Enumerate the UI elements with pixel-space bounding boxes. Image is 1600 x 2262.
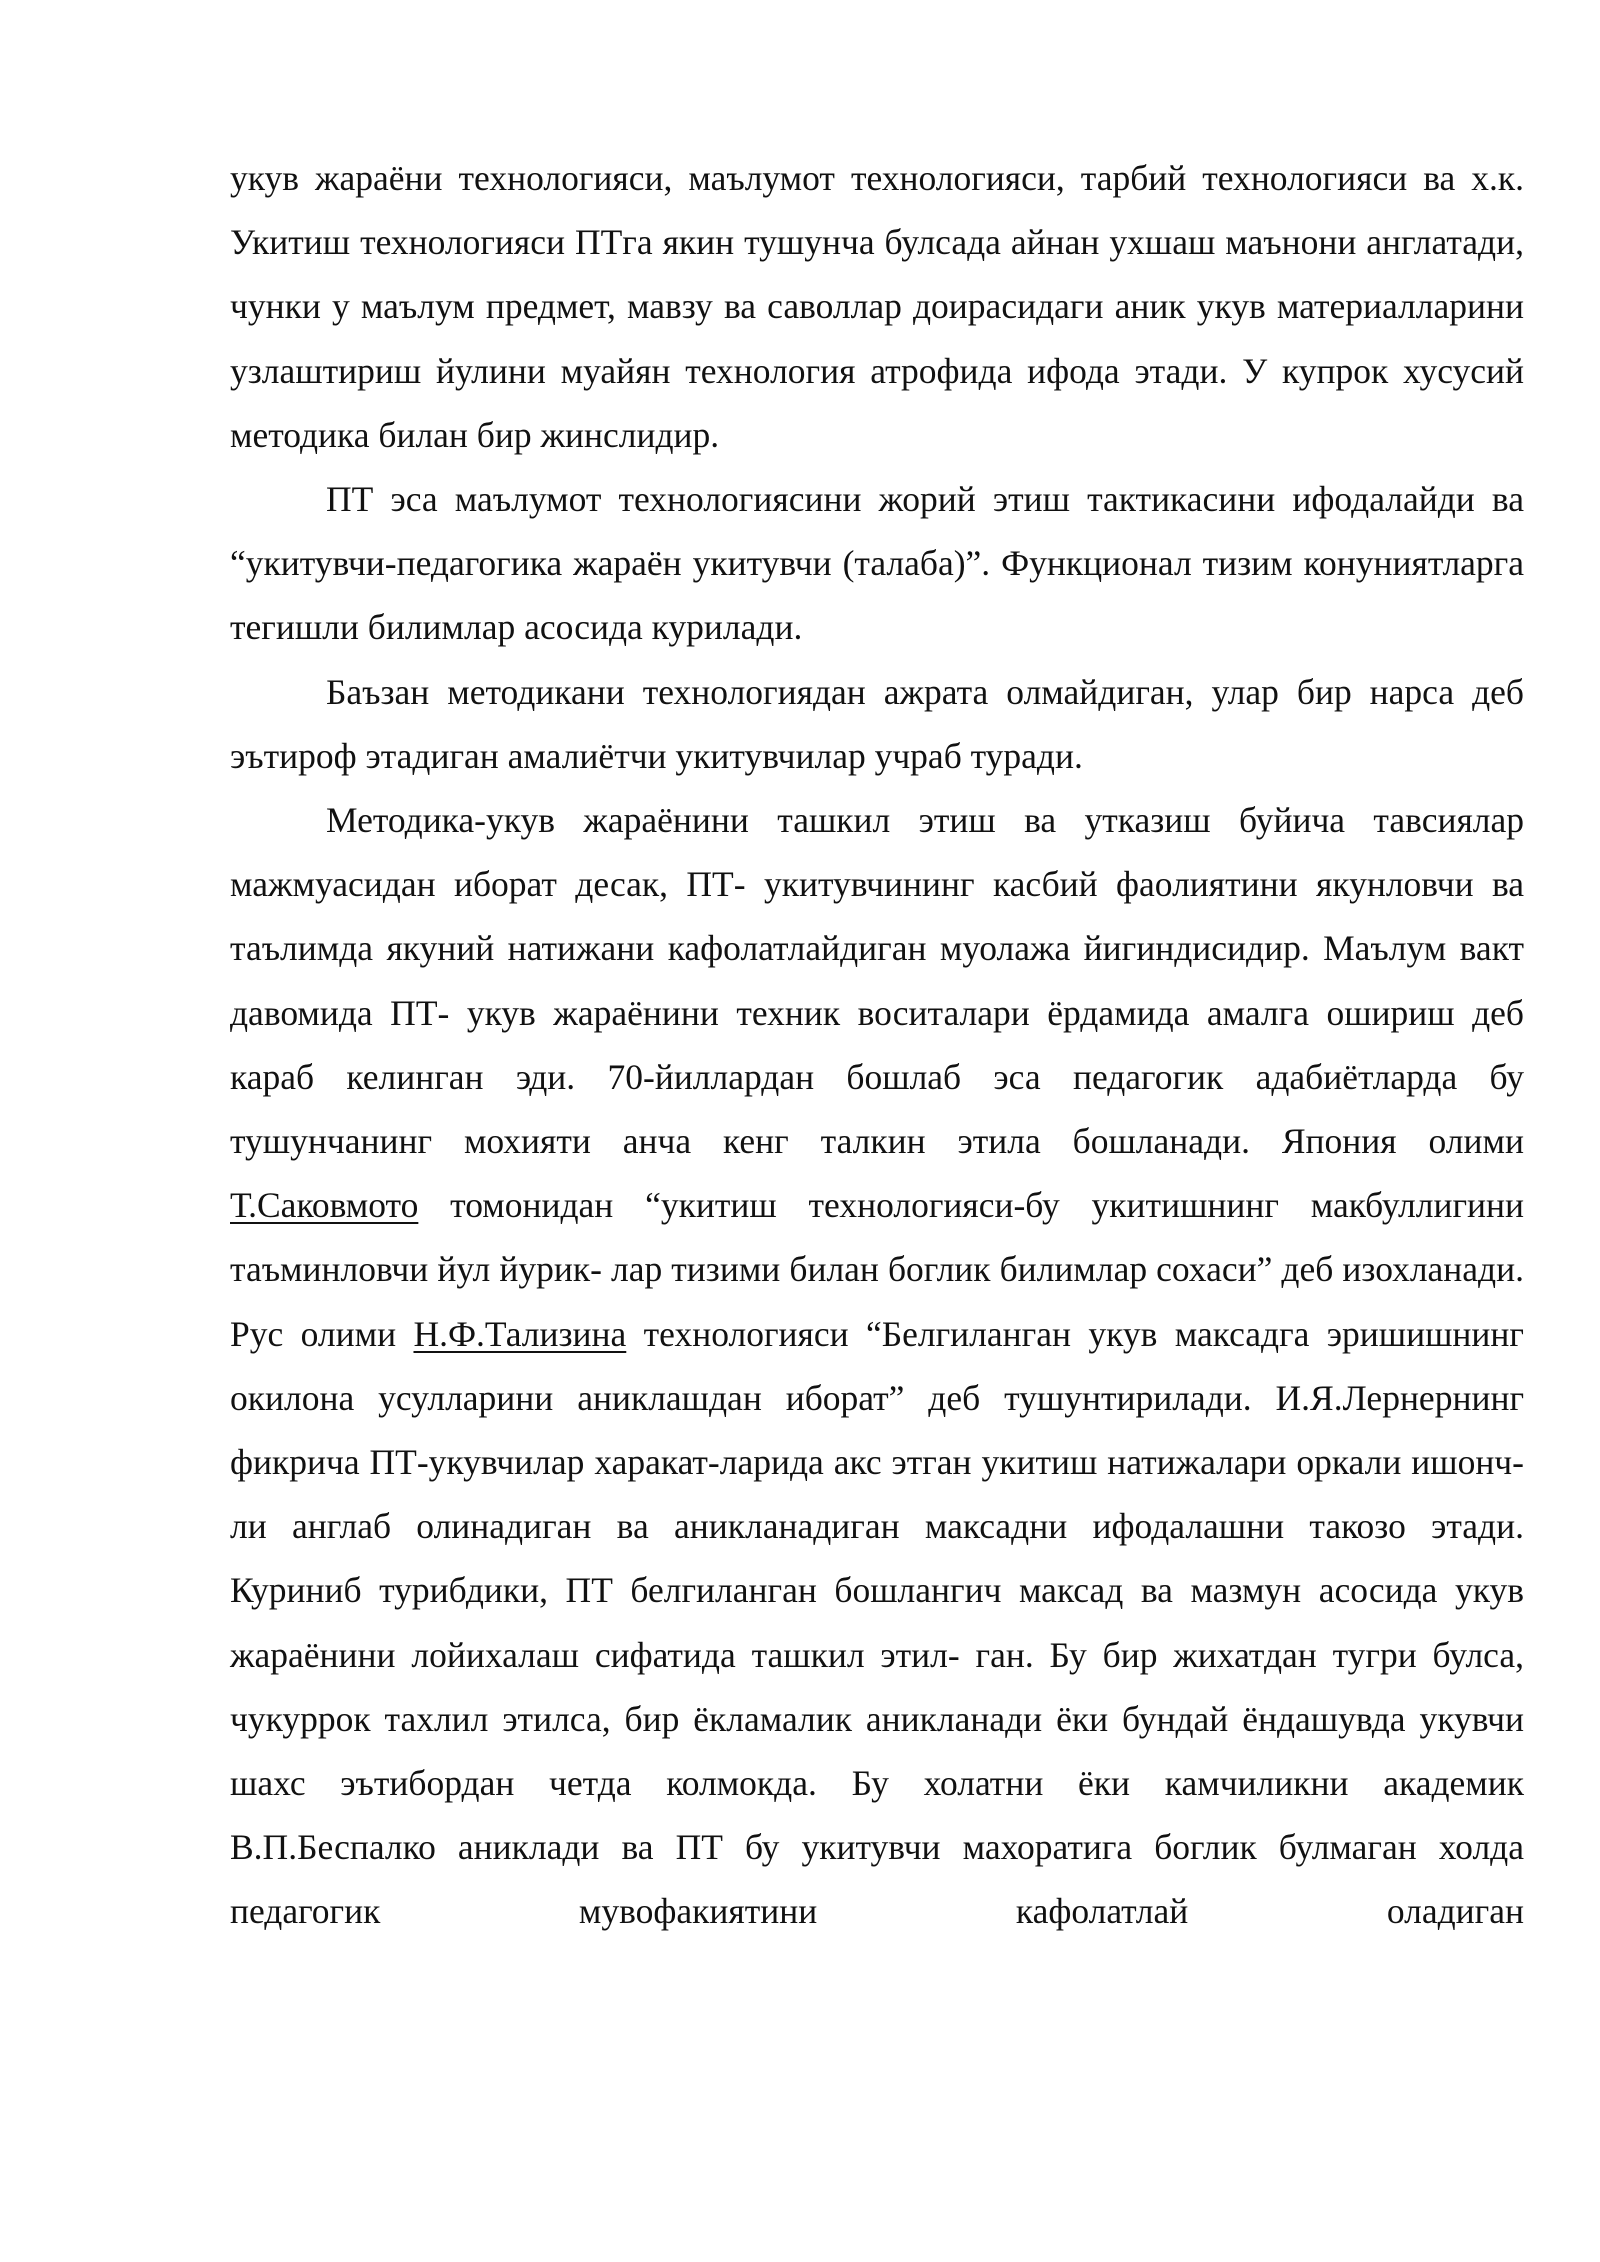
paragraph-text: технологияси “Белгиланган укув максадга эришишнинг окилона усулларини аниклашдан иборат” деб тушунтирилади. И.Я.Лернернинг фикрича ПТ-укувчилар харакат-ларида акс этган укитиш натижалари оркали ишонч- ли англаб олинадиган ва аникланадиган максадни ифодалашни такозо этади. Куриниб турибдики, ПТ белгиланган бошлангич максад ва мазмун асосида укув жараёнини лойихалаш сифатида ташкил этил- ган. Бу бир жихатдан тугри булса, чукуррок тахлил этилса, бир ёкламалик аникланади ёки бундай ёндашувда укувчи шахс эътибордан четда колмокда. Бу холатни ёки камчиликни академик В.П.Беспалко аниклади ва ПТ бу укитувчи махоратига боглик булмаган холда педагогик мувофакиятини кафолатлай оладиган <box>230 1313 1524 1932</box>
paragraph <box>230 146 1524 467</box>
paragraph <box>230 660 1524 788</box>
paragraph-text: ПТ эса маълумот технологиясини жорий этиш тактикасини ифодалайди ва “укитувчи-педагогика жараён укитувчи (талаба)”. Функционал тизим конуниятларга тегишли билимлар асосида курилади. <box>230 479 1524 648</box>
paragraph-text: Баъзан методикани технологиядан ажрата олмайдиган, улар бир нарса деб эътироф этадиган амалиётчи укитувчилар учраб туради. <box>230 671 1524 776</box>
paragraph-text: томонидан “укитиш технологияси-бу укитишнинг макбуллигини таъминловчи йул йурик- лар тизими билан боглик билимлар сохаси” деб изохланади. Рус олими <box>230 1185 1524 1354</box>
underlined-name: Н.Ф.Тализина <box>413 1313 627 1354</box>
paragraph <box>230 788 1524 1944</box>
underlined-name: Т.Саковмото <box>230 1185 419 1226</box>
paragraph-text: Методика-укув жараёнини ташкил этиш ва утказиш буйича тавсиялар мажмуасидан иборат десак, ПТ- укитувчининг касбий фаолиятини якунловчи ва таълимда якуний натижани кафолатлайдиган муолажа йигиндисидир. Маълум вакт давомида ПТ- укув жараёнини техник воситалари ёрдамида амалга ошириш деб караб келинган эди. 70-йиллардан бошлаб эса педагогик адабиётларда бу тушунчанинг мохияти анча кенг талкин этила бошланади. Япония олими <box>230 800 1524 1162</box>
paragraph-text: укув жараёни технологияси, маълумот технологияси, тарбий технологияси ва х.к. Укитиш технологияси ПТга якин тушунча булсада айнан ухшаш маънони англатади, чунки у маълум предмет, мавзу ва саволлар доирасидаги аник укув материалларини узлаштириш йулини муайян технология атрофида ифода этади. У купрок хусусий методика билан бир жинслидир. <box>230 158 1524 455</box>
paragraph <box>230 467 1524 660</box>
document-body <box>230 146 1524 1944</box>
